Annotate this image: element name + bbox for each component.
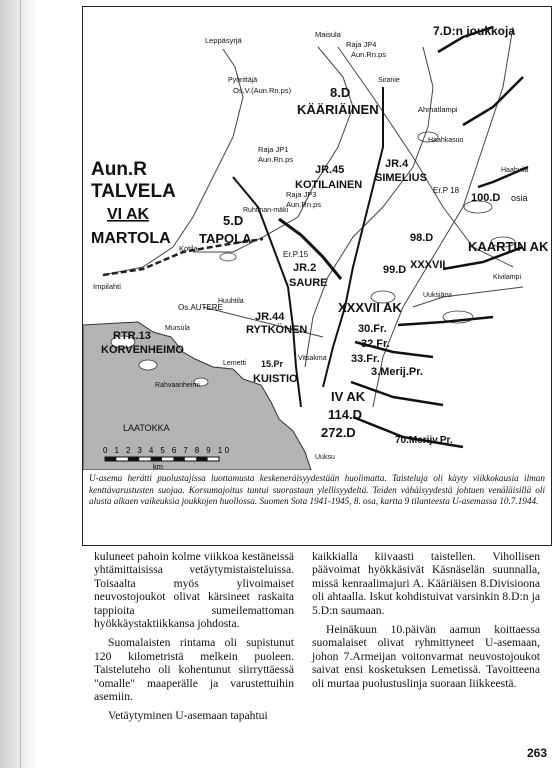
label-os-autere: Os.AUTERE bbox=[178, 303, 223, 312]
label-kaartin-ak: KAARTIN AK bbox=[468, 239, 549, 254]
label-aun-rn-ps-low: Aun.Rn.ps bbox=[286, 200, 322, 209]
label-maisula: Maisula bbox=[315, 30, 341, 39]
label-haahkasuo: Haahkasuo bbox=[428, 137, 464, 144]
label-15pr: 15.Pr bbox=[261, 359, 284, 369]
label-kotila: Kotila bbox=[179, 244, 198, 253]
label-raja-jp1: Raja JP1 bbox=[258, 145, 289, 154]
gutter-line bbox=[20, 0, 21, 768]
label-jr2: JR.2 bbox=[293, 262, 317, 274]
text-column-right bbox=[312, 550, 540, 696]
label-uuksjarvi: Uuksjärvi bbox=[423, 292, 452, 299]
label-32fr: 32.Fr. bbox=[361, 338, 390, 350]
label-simelius: SIMELIUS bbox=[375, 172, 427, 184]
label-rahvaanhemi: Rahvaanheimi bbox=[155, 382, 200, 389]
text-column-left bbox=[94, 550, 294, 729]
label-aun-rn-ps-mid: Aun.Rn.ps bbox=[258, 155, 294, 164]
label-8d: 8.D bbox=[330, 85, 351, 100]
label-70merijv-pr: 70.Merijv.Pr. bbox=[395, 435, 453, 446]
label-talvela: TALVELA bbox=[91, 181, 176, 202]
page-number: 263 bbox=[526, 746, 547, 760]
lake-small bbox=[220, 253, 236, 261]
label-7d-joukkoja: 7.D:n joukkoja bbox=[433, 24, 516, 38]
battle-map bbox=[83, 7, 551, 470]
label-kotilainen: KOTILAINEN bbox=[295, 179, 363, 191]
label-aun-rn-ps: Aun.Rn.ps bbox=[351, 50, 387, 59]
paragraph: kaikkialla kiivaasti taistellen. Vihollisen päävoimat hyökkäsivät Käsnäselän suunnalla, missä kenraalimajuri A. Kääriäisen 8.Divisioona oli ahtaalla. Iskut kohdistuivat varsinkin 8.D:n ja 5.D:n saumaan. bbox=[312, 550, 540, 617]
paragraph: Suomalaisten rintama oli supistunut 120 kilometristä melkein puoleen. Taisteluteho oli kohentunut siirryttäessä "omalle" maaperälle ja varustettuihin asemiin. bbox=[94, 636, 294, 704]
label-korvenheimo: KORVENHEIMO bbox=[101, 344, 184, 356]
label-kivilampi: Kivilampi bbox=[493, 274, 522, 281]
label-kuistio: KUISTIO bbox=[253, 373, 298, 385]
label-osv-aun: Os.V.(Aun.Rn.ps) bbox=[233, 86, 292, 95]
label-mursula: Mursula bbox=[165, 325, 190, 332]
label-tapola: TAPOLA bbox=[199, 231, 252, 246]
label-haahvila: Haahvila bbox=[501, 167, 529, 174]
label-272d: 272.D bbox=[321, 425, 356, 440]
island bbox=[139, 360, 157, 370]
label-leppasyrja: Leppäsyrjä bbox=[205, 36, 242, 45]
label-jr44: JR.44 bbox=[255, 311, 285, 323]
label-erp18: Er.P 18 bbox=[433, 186, 460, 195]
label-pyorittaja: Pyörittäjä bbox=[228, 77, 258, 84]
label-33fr: 33.Fr. bbox=[351, 353, 380, 365]
label-raja-jp4: Raja JP4 bbox=[346, 40, 377, 49]
label-iv-ak: IV AK bbox=[331, 389, 366, 404]
label-siranie: Siranie bbox=[378, 77, 400, 84]
label-huuhtila: Huuhtila bbox=[218, 298, 244, 305]
label-30fr: 30.Fr. bbox=[358, 323, 387, 335]
map-figure bbox=[82, 6, 552, 546]
label-99d: 99.D bbox=[383, 264, 407, 276]
label-laatokka: LAATOKKA bbox=[123, 423, 170, 433]
label-3merij-pr: 3.Merij.Pr. bbox=[371, 366, 423, 378]
label-rtr13: RTR.13 bbox=[113, 330, 151, 342]
label-uuksu: Uuksu bbox=[315, 454, 335, 461]
label-xxxvii: XXXVII bbox=[410, 259, 446, 271]
figure-caption: U-asema herätti puolustajissa luottamusta keskeneräisyydestään huolimatta. Taisteluja oli käyty viikkokausia ilman kenttävarustusten suojaa. Korsumajoitus tuntui suorastaan ylellisyydeltä. Teiden vähäisyydestä johtuen venäläisillä oli alusta alkaen vaikeuksia joukkojen huollossa. Suomen Sota 1941-1945, 8. osa, kartta 9 tilanteesta U-asemassa 10.7.1944. bbox=[89, 473, 545, 507]
label-raja-jp3: Raja JP3 bbox=[286, 190, 317, 199]
label-jr45: JR.45 bbox=[315, 164, 345, 176]
paragraph: kuluneet pahoin kolme viikkoa kestäneissä yhtämittaisissa vetäytymistaisteluissa. Toisaalta myös ylivoimaiset neuvostojoukot olivat kärsineet raskaita tappioita sumeilemattoman hyökkäystaktiikkansa johdosta. bbox=[94, 550, 294, 631]
scale-unit: km bbox=[153, 462, 163, 470]
paragraph: Vetäytyminen U-asemaan tapahtui bbox=[108, 709, 268, 723]
label-osia: osia bbox=[511, 193, 528, 203]
label-98d: 98.D bbox=[410, 232, 434, 244]
paragraph: Heinäkuun 10.päivän aamun koittaessa suomalaiset olivat ryhmittyneet U-asemaan, johon 7.Armeijan voitonvarmat neuvostojoukot saivat ensi kosketuksen Lemetissä. Tavoitteena oli murtaa puolustuslinja suoraan liikkeestä. bbox=[312, 623, 540, 690]
label-aun-r: Aun.R bbox=[91, 159, 147, 180]
label-kaariainen: KÄÄRIÄINEN bbox=[297, 102, 379, 117]
label-ruhtinanmaki: Ruhtinan-mäki bbox=[243, 207, 289, 214]
label-ahmatlampi: Ahmatlampi bbox=[418, 105, 458, 114]
scale-numbers: 0 1 2 3 4 5 6 7 8 9 10 bbox=[103, 446, 232, 455]
label-vitsakma: Vitsakma bbox=[298, 355, 327, 362]
label-lemetti: Lemetti bbox=[223, 360, 246, 367]
label-erp15: Er.P.15 bbox=[283, 250, 309, 259]
label-100d: 100.D bbox=[471, 192, 501, 204]
label-114d: 114.D bbox=[328, 407, 362, 422]
label-jr4: JR.4 bbox=[385, 158, 409, 170]
label-impilahti: Impilahti bbox=[93, 282, 121, 291]
label-rytkonen: RYTKÖNEN bbox=[246, 324, 308, 336]
road bbox=[373, 27, 513, 407]
label-xxxvii-ak: XXXVII AK bbox=[338, 300, 402, 315]
label-5d: 5.D bbox=[223, 213, 244, 228]
label-saure: SAURE bbox=[289, 277, 328, 289]
label-martola: MARTOLA bbox=[91, 230, 171, 247]
label-vi-ak: VI AK bbox=[107, 206, 150, 223]
